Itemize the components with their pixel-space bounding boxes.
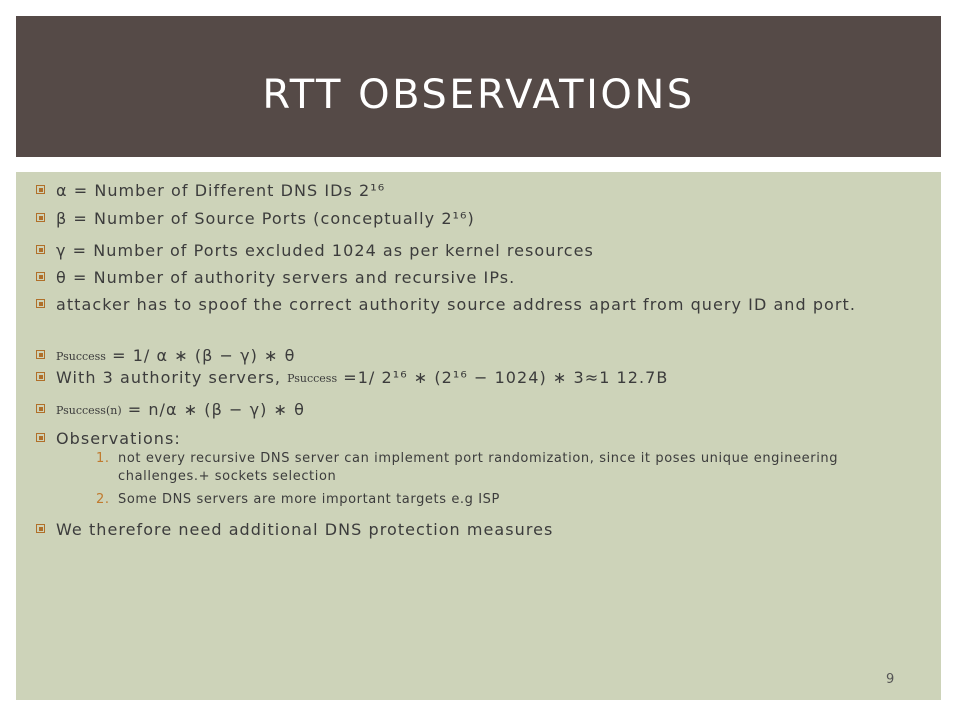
title-bar — [16, 16, 941, 157]
formula-text: = 1/ α ∗ (β − γ) ∗ θ — [105, 346, 296, 365]
bullet-spoof — [56, 294, 916, 315]
observation-item — [96, 491, 858, 509]
bullet-text: β = Number of Source Ports (conceptually 2¹⁶) — [56, 209, 475, 228]
bullet-marker-icon — [36, 524, 45, 533]
psuccess-n-symbol: Psuccess(n) — [56, 404, 122, 417]
content-area — [16, 172, 941, 700]
bullet-marker-icon — [36, 185, 45, 194]
slide-title: RTT OBSERVATIONS — [262, 71, 695, 118]
list-number: 2. — [96, 492, 110, 507]
bullet-marker-icon — [36, 372, 45, 381]
bullet-marker-icon — [36, 404, 45, 413]
bullet-psuccess — [56, 345, 916, 367]
bullet-text: We therefore need additional DNS protection measures — [56, 520, 554, 539]
bullet-text: Observations: — [56, 429, 181, 448]
observation-text: not every recursive DNS server can implement port randomization, since it poses unique engineering challenges.+ sockets selection — [118, 451, 839, 484]
bullet-three-servers — [56, 367, 916, 389]
bullet-marker-icon — [36, 245, 45, 254]
bullet-marker-icon — [36, 213, 45, 222]
bullet-observations — [56, 428, 916, 449]
bullet-beta — [56, 208, 916, 229]
psuccess-symbol: Psuccess — [287, 372, 338, 385]
bullet-text: With 3 authority servers, — [56, 368, 288, 387]
formula-text: = n/α ∗ (β − γ) ∗ θ — [121, 400, 305, 419]
observation-text: Some DNS servers are more important targets e.g ISP — [118, 492, 500, 507]
psuccess-symbol: Psuccess — [56, 350, 106, 363]
bullet-marker-icon — [36, 299, 45, 308]
list-number: 1. — [96, 451, 110, 466]
bullet-text: α = Number of Different DNS IDs 2¹⁶ — [56, 181, 386, 200]
bullet-alpha — [56, 180, 916, 201]
observation-item — [96, 450, 858, 486]
bullet-text: θ = Number of authority servers and recursive IPs. — [56, 268, 516, 287]
bullet-protection — [56, 519, 916, 540]
bullet-text: attacker has to spoof the correct authority source address apart from query ID and port. — [56, 295, 856, 314]
page-number: 9 — [886, 672, 895, 687]
bullet-marker-icon — [36, 433, 45, 442]
bullet-marker-icon — [36, 350, 45, 359]
bullet-gamma — [56, 240, 916, 261]
bullet-theta — [56, 267, 916, 288]
bullet-text: γ = Number of Ports excluded 1024 as per kernel resources — [56, 241, 594, 260]
bullet-marker-icon — [36, 272, 45, 281]
formula-text: =1/ 2¹⁶ ∗ (2¹⁶ − 1024) ∗ 3≈1 12.7B — [337, 368, 669, 387]
bullet-psuccess-n — [56, 399, 916, 421]
